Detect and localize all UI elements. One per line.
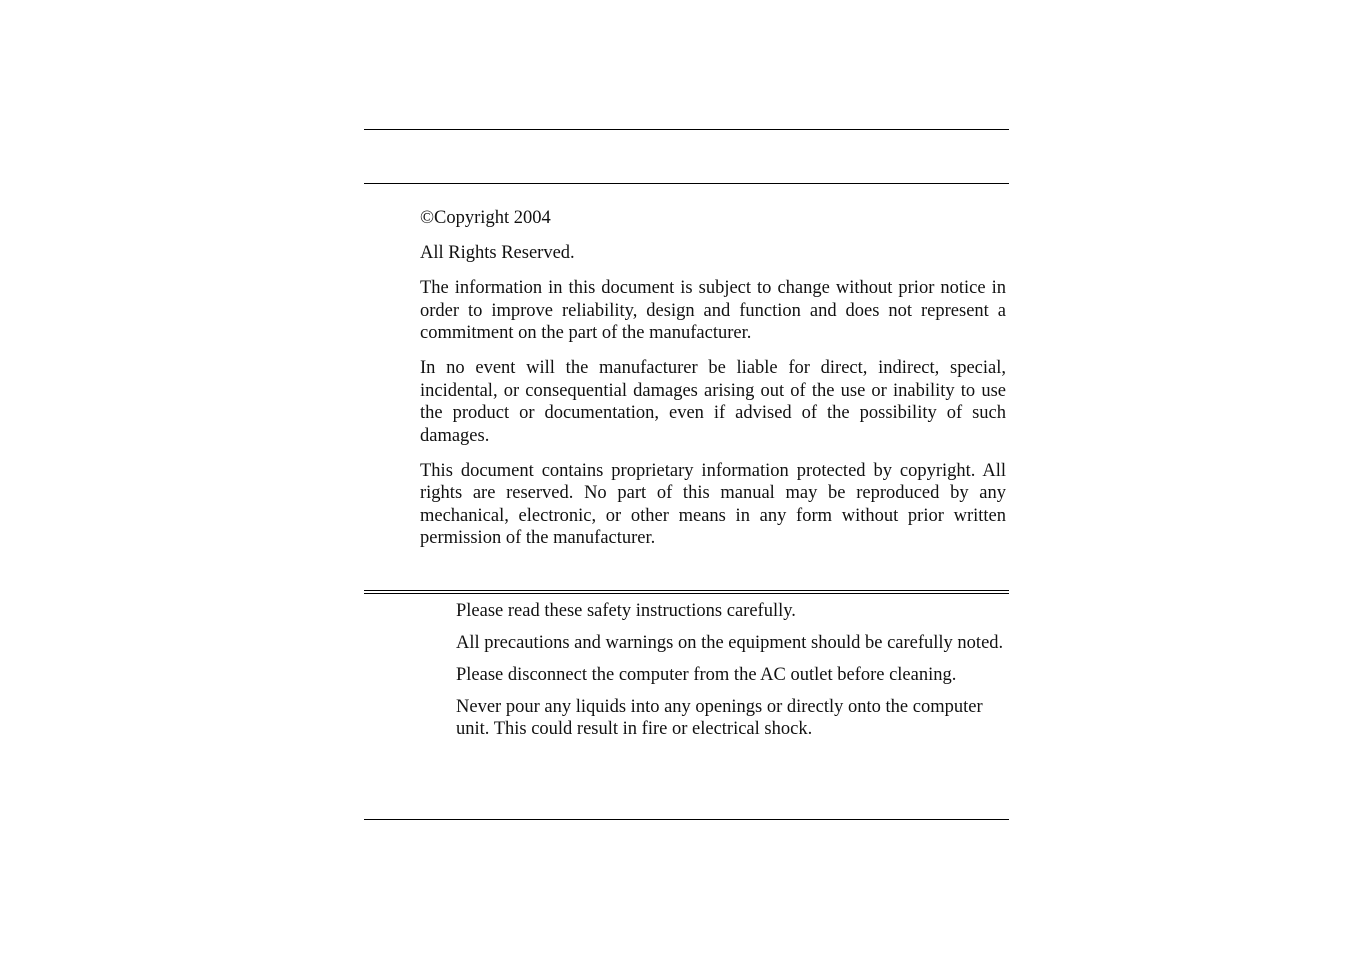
footer-rule bbox=[364, 819, 1009, 820]
copyright-section bbox=[420, 207, 1006, 562]
proprietary-paragraph: This document contains proprietary information protected by copyright. All rights are reserved. No part of this manual may be reproduced by any mechanical, electronic, or other means in any form without prior written permission of the manufacturer. bbox=[420, 460, 1006, 548]
safety-item: Never pour any liquids into any openings or directly onto the computer unit. This could result in fire or electrical shock. bbox=[456, 697, 983, 739]
disclaimer-paragraph: The information in this document is subject to change without prior notice in order to improve reliability, design and function and does not represent a commitment on the part of the manufacturer. bbox=[420, 278, 1006, 343]
safety-instructions-section bbox=[456, 600, 1006, 750]
section-divider-double bbox=[364, 590, 1009, 594]
safety-item: Please disconnect the computer from the AC outlet before cleaning. bbox=[456, 665, 957, 685]
header-rule-bottom bbox=[364, 183, 1009, 184]
copyright-line: ©Copyright 2004 bbox=[420, 208, 551, 228]
header-rule-top bbox=[364, 129, 1009, 130]
safety-item: Please read these safety instructions carefully. bbox=[456, 601, 796, 621]
safety-item: All precautions and warnings on the equipment should be carefully noted. bbox=[456, 633, 1004, 653]
liability-paragraph: In no event will the manufacturer be liable for direct, indirect, special, incidental, or consequential damages arising out of the use or inability to use the product or documentation, even if advised of the possibility of such damages. bbox=[420, 358, 1006, 446]
rights-reserved-line: All Rights Reserved. bbox=[420, 243, 575, 263]
